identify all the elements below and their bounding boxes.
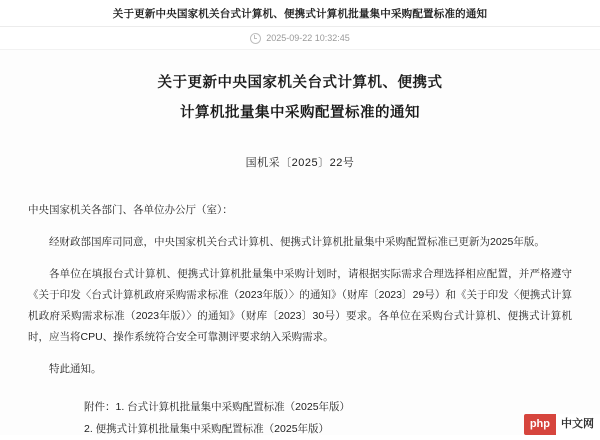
- document-body: [0, 50, 600, 440]
- clock-icon: [250, 33, 261, 44]
- document-meta-row: [0, 27, 600, 50]
- document-paragraph: 特此通知。: [49, 363, 102, 375]
- attachment-list: [28, 396, 572, 440]
- site-watermark: [524, 413, 600, 435]
- page-title: 关于更新中央国家机关台式计算机、便携式计算机批量集中采购配置标准的通知: [112, 7, 488, 20]
- document-title-line-1: 关于更新中央国家机关台式计算机、便携式: [157, 75, 443, 91]
- document-paragraph: 经财政部国库司同意，中央国家机关台式计算机、便携式计算机批量集中采购配置标准已更新为2025年版。: [49, 236, 545, 248]
- document-number: 国机采〔2025〕22号: [245, 157, 355, 169]
- watermark-brand: php: [524, 414, 556, 435]
- watermark-suffix: 中文网: [556, 414, 600, 435]
- document-title: [28, 68, 572, 128]
- list-item: 附件：1. 台式计算机批量集中采购配置标准（2025年版）: [84, 401, 351, 413]
- document-title-line-2: 计算机批量集中采购配置标准的通知: [180, 105, 420, 121]
- publish-date: 2025-09-22 10:32:45: [266, 33, 350, 43]
- list-item: 2. 便携式计算机批量集中采购配置标准（2025年版）: [84, 423, 330, 435]
- document-addressee: 中央国家机关各部门、各单位办公厅（室）：: [28, 204, 233, 216]
- page-header-bar: [0, 0, 600, 27]
- document-paragraph: 各单位在填报台式计算机、便携式计算机批量集中采购计划时，请根据实际需求合理选择相应配置，并严格遵守《关于印发〈台式计算机政府采购需求标准（2023年版）〉的通知》（财库〔2023〕29号）和《关于印发〈便携式计算机政府采购需求标准（2023年版）〉的通知》（财库〔2023〕30号）要求。各单位在采购台式计算机、便携式计算机时，应当将CPU、操作系统符合安全可靠测评要求纳入采购需求。: [28, 268, 572, 343]
